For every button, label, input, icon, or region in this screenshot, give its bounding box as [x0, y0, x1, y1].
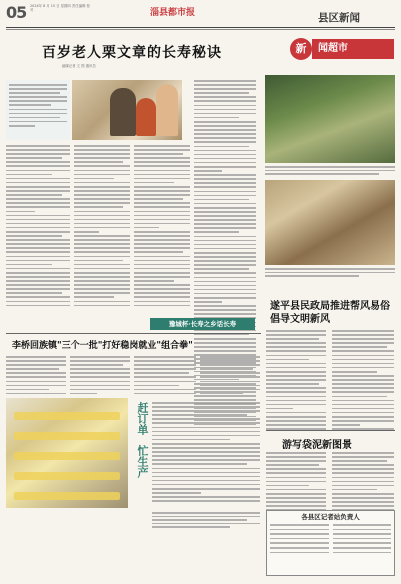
issue-meta: 2024年 8 月 15 日 星期四 责任编辑 校对	[30, 4, 90, 12]
bottom-photo-caption	[152, 402, 260, 502]
section-title: 县区新闻	[318, 12, 360, 24]
lead-byline: 融媒记者 文 图 通讯员	[62, 64, 96, 68]
bottom-photo-note	[152, 512, 260, 528]
bottom-body-col1	[6, 356, 66, 394]
lead-intro-box	[6, 80, 70, 140]
sidebar-photo-1	[265, 75, 395, 163]
right-headline: 遂平县民政局推进帮风易俗倡导文明新风	[270, 301, 390, 325]
sidebar-photo-2	[265, 180, 395, 265]
header-rule-thin	[6, 29, 395, 30]
lead-photo	[72, 80, 182, 140]
bottom-photo	[6, 398, 128, 508]
lead-body-col3	[134, 145, 190, 306]
bottom-divider	[6, 333, 261, 334]
bottom-body-col2	[70, 356, 130, 394]
lead-body-col2	[74, 145, 130, 306]
contact-list	[270, 524, 391, 553]
paper-logo: 淄县都市报	[150, 8, 196, 18]
lead-headline: 百岁老人栗文章的长寿秘诀	[42, 45, 222, 61]
page-number: 05	[6, 3, 27, 22]
right-headline-2: 游写袋泥新图景	[282, 440, 352, 451]
lead-body-col1	[6, 145, 70, 306]
section-banner: 豫城杯·长寿之乡话长寿	[150, 318, 255, 330]
news-column-title: 闻超市	[312, 39, 394, 59]
vertical-caption-1: 赶订单	[136, 402, 149, 435]
sidebar-caption-1	[265, 166, 395, 175]
bottom-headline: 李桥回族镇"三个一批"打好稳岗就业"组合拳"	[12, 341, 193, 351]
right-body-col1	[266, 330, 326, 430]
sidebar-caption-2	[265, 268, 395, 277]
right-body-col2	[332, 330, 394, 430]
contact-title: 各县区记者站负责人	[301, 513, 360, 521]
header-rule	[6, 27, 395, 28]
bottom-body-col3	[134, 356, 196, 394]
news-badge: 新	[290, 38, 312, 60]
vertical-caption-2: 忙生产	[136, 445, 149, 478]
right-divider	[266, 430, 395, 431]
bottom-body-col4	[200, 356, 260, 394]
